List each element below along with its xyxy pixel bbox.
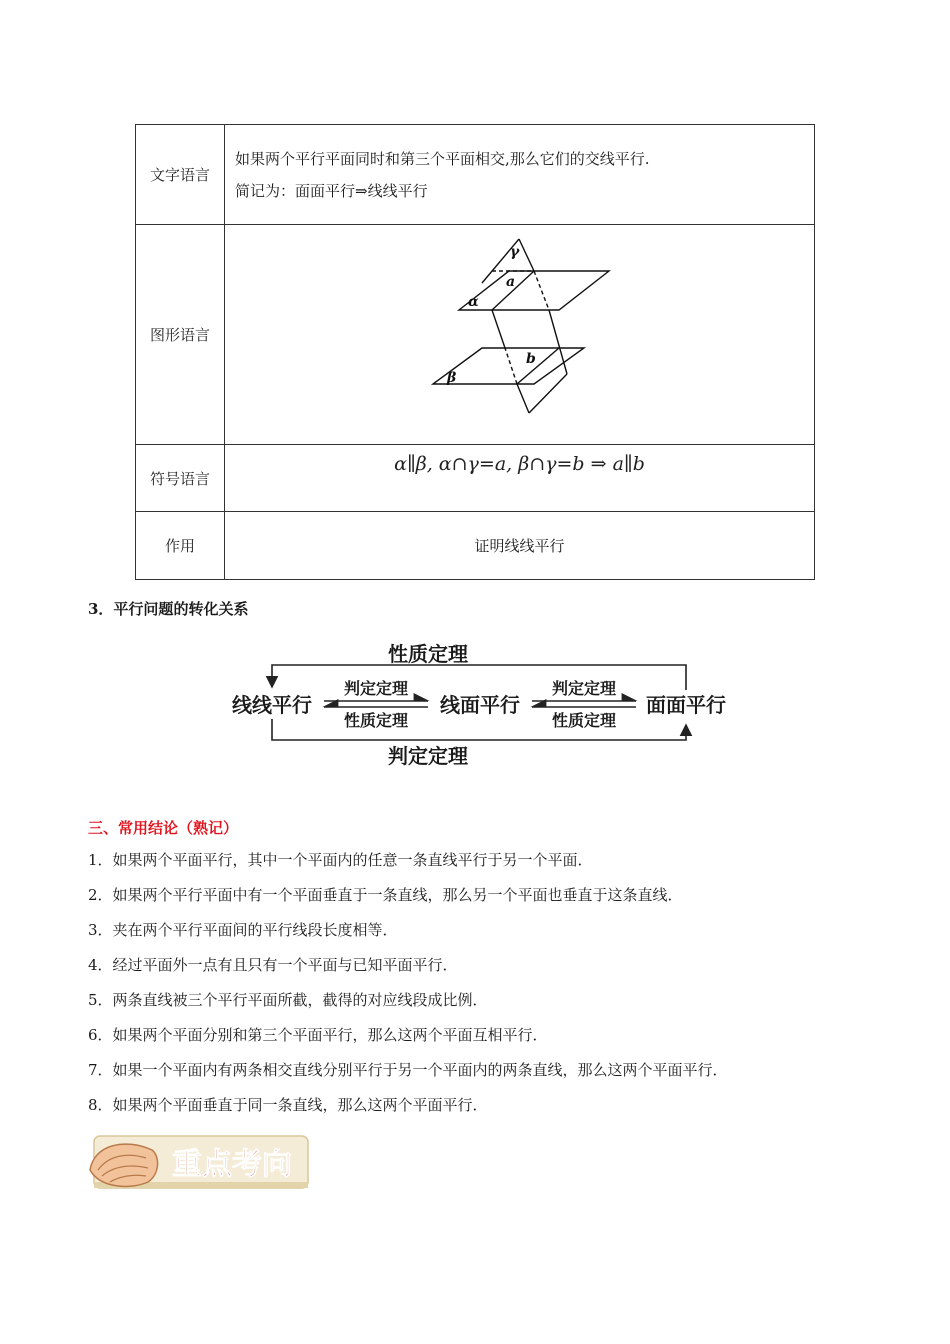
table-row	[136, 125, 815, 225]
top-label: 性质定理	[388, 644, 468, 666]
top-loop-arrow	[272, 665, 686, 690]
list-item: 6．如果两个平面分别和第三个平面平行，那么这两个平面互相平行．	[88, 1026, 548, 1044]
table-row	[136, 445, 815, 512]
table-row	[136, 225, 815, 445]
bottom-label: 判定定理	[388, 746, 468, 768]
label-beta: β	[447, 369, 457, 386]
node-plane-plane: 面面平行	[646, 695, 726, 717]
arrow2-bottom-label: 性质定理	[551, 713, 617, 730]
gamma-hidden-lower	[505, 348, 517, 384]
list-item: 4．经过平面外一点有且只有一个平面与已知平面平行．	[88, 956, 458, 974]
planes-figure	[235, 226, 804, 444]
row-label: 图形语言	[136, 225, 225, 445]
line-b	[517, 348, 559, 384]
theorem-summary: 简记为：面面平行⇒线线平行	[235, 181, 428, 200]
row-label: 文字语言	[136, 125, 225, 225]
figure-cell	[225, 225, 815, 445]
purpose-cell: 证明线线平行	[225, 512, 815, 580]
table-row	[136, 512, 815, 580]
section-heading: 3．平行问题的转化关系	[88, 600, 249, 618]
gamma-edge-right-top	[519, 239, 534, 271]
bottom-loop-arrow	[272, 719, 686, 740]
label-a: a	[506, 273, 516, 290]
arrow1-top-label: 判定定理	[343, 681, 409, 698]
conclusions-heading: 三、常用结论（熟记）	[88, 819, 239, 837]
list-item: 1．如果两个平面平行，其中一个平面内的任意一条直线平行于另一个平面．	[88, 851, 593, 869]
key-topics-banner	[86, 1130, 312, 1194]
list-item: 8．如果两个平面垂直于同一条直线，那么这两个平面平行．	[88, 1096, 488, 1114]
symbol-formula: α∥β, α∩γ=a, β∩γ=b ⇒ a∥b	[394, 453, 645, 475]
gamma-hidden-edge	[534, 271, 549, 310]
list-item: 5．两条直线被三个平行平面所截，截得的对应线段成比例．	[88, 991, 488, 1009]
gamma-bottom-edge	[529, 374, 567, 413]
node-line-plane: 线面平行	[440, 695, 520, 717]
list-item: 7．如果一个平面内有两条相交直线分别平行于另一个平面内的两条直线，那么这两个平面平行．	[88, 1061, 728, 1079]
transformation-diagram	[220, 635, 740, 770]
banner-title: 重点考向	[172, 1147, 292, 1182]
list-item: 3．夹在两个平行平面间的平行线段长度相等．	[88, 921, 398, 939]
text-language-cell	[225, 125, 815, 225]
arrow1-bottom-label: 性质定理	[343, 713, 409, 730]
theorem-text: 如果两个平行平面同时和第三个平面相交,那么它们的交线平行.	[235, 149, 650, 168]
gamma-mid-edge	[492, 310, 505, 348]
row-label: 符号语言	[136, 445, 225, 512]
arrow2-top-label: 判定定理	[551, 681, 617, 698]
conclusions-list	[88, 848, 728, 1128]
node-line-line: 线线平行	[232, 695, 312, 717]
gamma-right-edge	[549, 310, 567, 374]
label-alpha: α	[468, 293, 479, 310]
row-label: 作用	[136, 512, 225, 580]
symbol-cell	[225, 445, 815, 512]
plane-alpha	[459, 271, 609, 310]
label-gamma: γ	[510, 243, 520, 260]
theorem-table	[135, 124, 815, 580]
gamma-lower-edge	[517, 384, 529, 413]
label-b: b	[526, 350, 536, 367]
list-item: 2．如果两个平行平面中有一个平面垂直于一条直线，那么另一个平面也垂直于这条直线．	[88, 886, 683, 904]
